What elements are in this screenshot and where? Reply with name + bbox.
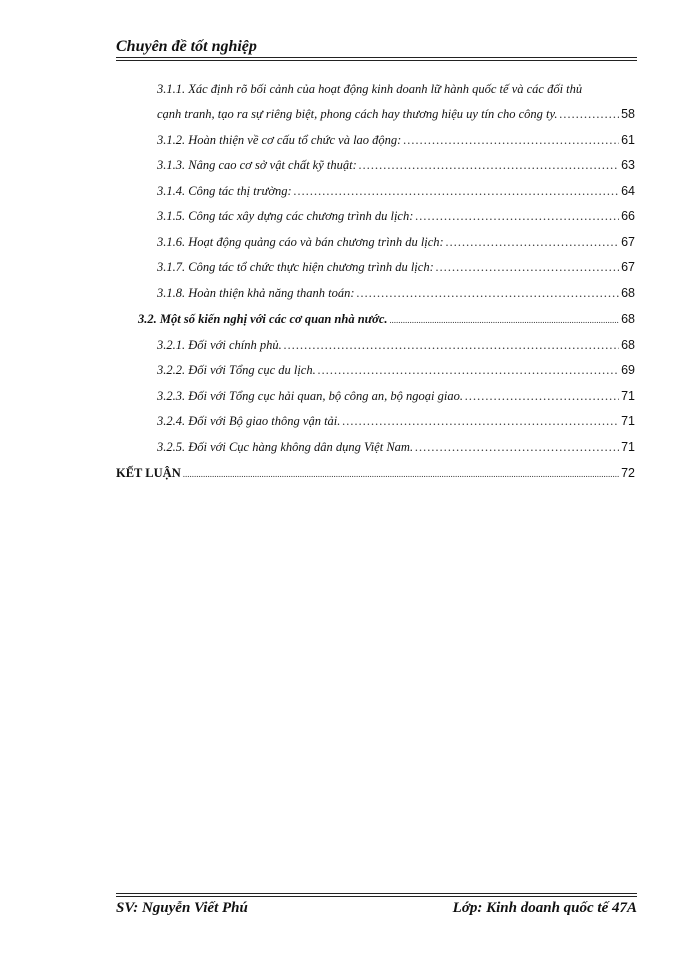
toc-entry-311-line1: 3.1.1. Xác định rõ bối cảnh của hoạt động kinh doanh lữ hành quốc tế và các đối thủ — [157, 82, 583, 96]
toc-entry-text: 3.1.4. Công tác thị trường: — [157, 184, 292, 198]
toc-entry-322 — [157, 363, 635, 378]
leader-dots — [436, 260, 619, 275]
toc-entry-316 — [157, 235, 635, 250]
toc-entry-text: 3.1.5. Công tác xây dựng các chương trình du lịch: — [157, 209, 414, 223]
toc-entry-conclusion — [116, 466, 635, 481]
leader-dots — [284, 338, 619, 353]
toc-page-number: 71 — [621, 440, 635, 454]
leader-dots — [357, 286, 620, 301]
leader-dots — [415, 440, 619, 455]
toc-entry-312 — [157, 133, 635, 148]
page-footer — [116, 900, 637, 917]
footer-rule — [116, 893, 637, 897]
footer-class: Lớp: Kinh doanh quốc tế 47A — [452, 900, 637, 916]
toc-page-number: 64 — [621, 184, 635, 198]
toc-entry-315 — [157, 209, 635, 224]
toc-entry-text: 3.1.6. Hoạt động quảng cáo và bán chương trình du lịch: — [157, 235, 444, 249]
toc-entry-314 — [157, 184, 635, 199]
toc-entry-text: 3.1.2. Hoàn thiện về cơ cấu tổ chức và lao động: — [157, 133, 402, 147]
toc-entry-321 — [157, 338, 635, 353]
leader-dots — [446, 235, 619, 250]
leader-dots — [294, 184, 619, 199]
toc-entry-325 — [157, 440, 635, 455]
toc-entry-text: 3.2.2. Đối với Tổng cục du lịch. — [157, 363, 316, 377]
leader-dots — [183, 469, 619, 479]
toc-page-number: 58 — [621, 107, 635, 121]
toc-page-number: 72 — [621, 466, 635, 480]
toc-page-number: 67 — [621, 260, 635, 274]
toc-entry-text: 3.1.7. Công tác tổ chức thực hiện chương trình du lịch: — [157, 260, 434, 274]
toc-page-number: 68 — [621, 286, 635, 300]
footer-student: SV: Nguyễn Viết Phú — [116, 900, 248, 916]
toc-entry-text: 3.1.8. Hoàn thiện khả năng thanh toán: — [157, 286, 355, 300]
leader-dots — [359, 158, 619, 173]
page-header — [116, 38, 636, 56]
toc-entry-text: KẾT LUẬN — [116, 466, 181, 480]
leader-dots — [403, 133, 619, 148]
header-rule — [116, 57, 637, 61]
leader-dots — [559, 107, 619, 122]
toc-entry-text: 3.1.3. Nâng cao cơ sở vật chất kỹ thuật: — [157, 158, 357, 172]
toc-entry-text: 3.2.5. Đối với Cục hàng không dân dụng Việt Nam. — [157, 440, 414, 454]
toc-entry-text: 3.2.1. Đối với chính phủ. — [157, 338, 282, 352]
toc-entry-313 — [157, 158, 635, 173]
leader-dots — [318, 363, 619, 378]
toc-entry-317 — [157, 260, 635, 275]
toc-page-number: 68 — [621, 338, 635, 352]
leader-dots — [390, 315, 620, 325]
toc-entry-text: 3.2.4. Đối với Bộ giao thông vận tải. — [157, 414, 341, 428]
toc-entry-324 — [157, 414, 635, 429]
toc-page-number: 61 — [621, 133, 635, 147]
toc-entry-32 — [138, 312, 635, 327]
toc-page-number: 67 — [621, 235, 635, 249]
toc-page-number: 68 — [621, 312, 635, 326]
leader-dots — [465, 389, 619, 404]
toc-entry-311 — [157, 107, 635, 122]
toc-page-number: 66 — [621, 209, 635, 223]
toc-entry-323 — [157, 389, 635, 404]
toc-entry-311-line2: cạnh tranh, tạo ra sự riêng biệt, phong cách hay thương hiệu uy tín cho công ty. — [157, 107, 558, 121]
leader-dots — [415, 209, 619, 224]
toc-page-number: 69 — [621, 363, 635, 377]
toc-entry-text: 3.2.3. Đối với Tổng cục hải quan, bộ công an, bộ ngoại giao. — [157, 389, 463, 403]
toc-page-number: 71 — [621, 414, 635, 428]
leader-dots — [342, 414, 619, 429]
header-title: Chuyên đề tốt nghiệp — [116, 38, 257, 55]
toc-page-number: 71 — [621, 389, 635, 403]
toc-page-number: 63 — [621, 158, 635, 172]
toc-entry-text: 3.2. Một số kiến nghị với các cơ quan nhà nước. — [138, 312, 388, 326]
toc-entry-318 — [157, 286, 635, 301]
